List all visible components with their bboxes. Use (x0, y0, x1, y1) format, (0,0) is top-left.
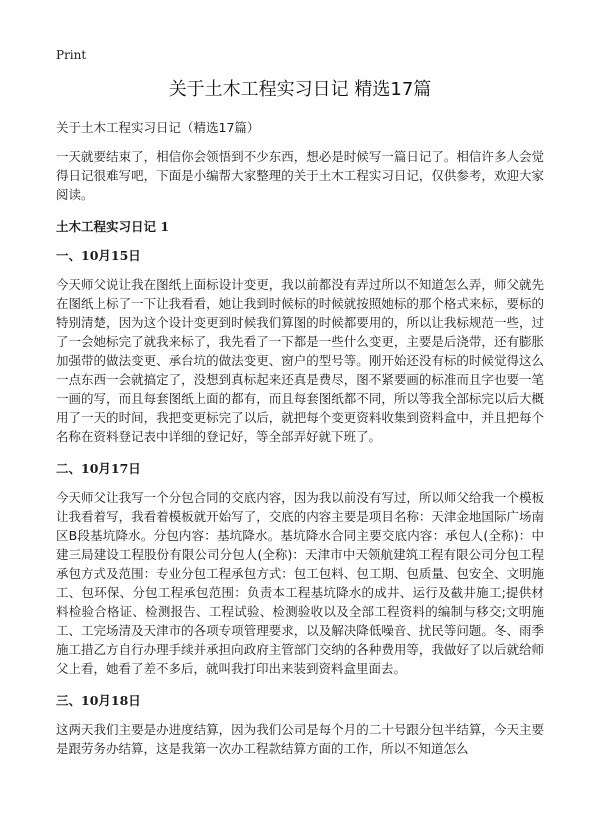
section-heading: 土木工程实习日记 1 (56, 219, 170, 234)
entry-heading-oct-17: 二、10月17日 (56, 461, 141, 476)
document-body (56, 118, 544, 771)
print-link[interactable]: Print (56, 48, 87, 62)
entry-body-oct-15: 今天师父说让我在图纸上面标设计变更，我以前都没有弄过所以不知道怎么弄，师父就先在图纸上标了一下让我看看，她让我到时候标的时候就按照她标的那个格式来标，要标的特别清楚，因为这个设计变更到时候我们算图的时候都要用的，所以让我标规范一些，过了一会她标完了就我来标了，我先看了一下都是一些什么变更，主要是后浇带，还有膨胀加强带的做法变更、承台坑的做法变更、窗户的型号等。刚开始还没有标的时候觉得这么一点东西一会就搞定了，没想到真标起来还真是费尽，图不紧要画的标准而且字也要一笔一画的写，而且每套图纸上面的都有，而且每套图纸都不同，所以等我全部标完以后大概用了一天的时间，我把变更标完了以后，就把每个变更资料收集到资料盒中，并且把每个名称在资料登记表中详细的登记好，等全部弄好就下班了。 (56, 277, 544, 444)
document-subtitle: 关于土木工程实习日记（精选17篇） (56, 120, 260, 135)
entry-heading-oct-15: 一、10月15日 (56, 248, 141, 263)
entry-body-oct-17: 今天师父让我写一个分包合同的交底内容，因为我以前没有写过，所以师父给我一个模板让我看着写，我看着模板就开始写了，交底的内容主要是项目名称：天津金地国际广场南区B段基坑降水。分包内容：基坑降水。基坑降水合同主要交底内容：承包人(全称)：中建三局建设工程股份有限公司分包人(全称)：天津市中天领航建筑工程有限公司分包工程承包方式及范围：专业分包工程承包方式：包工包料、包工期、包质量、包安全、文明施工、包环保、分包工程承包范围：负责本工程基坑降水的成井、运行及截井施工;提供材料检验合格证、检测报告、工程试验、检测验收以及全部工程资料的编制与移交;文明施工、工完场清及天津市的各项专项管理要求，以及解决降低噪音、扰民等问题。冬、雨季施工措乙方自行办理手续并承担向政府主管部门交纳的各种费用等，我做好了以后就给师父上看，她看了差不多后，就叫我打印出来装到资料盒里面去。 (56, 490, 544, 676)
intro-paragraph: 一天就要结束了，相信你会领悟到不少东西，想必是时候写一篇日记了。相信许多人会觉得日记很难写吧，下面是小编帮大家整理的关于土木工程实习日记，仅供参考，欢迎大家阅读。 (56, 149, 544, 202)
entry-body-oct-18: 这两天我们主要是办进度结算，因为我们公司是每个月的二十号跟分包半结算，今天主要是跟劳务办结算，这是我第一次办工程款结算方面的工作，所以不知道怎么 (56, 722, 544, 756)
entry-heading-oct-18: 三、10月18日 (56, 693, 141, 708)
document-title: 关于土木工程实习日记 精选17篇 (168, 79, 432, 100)
